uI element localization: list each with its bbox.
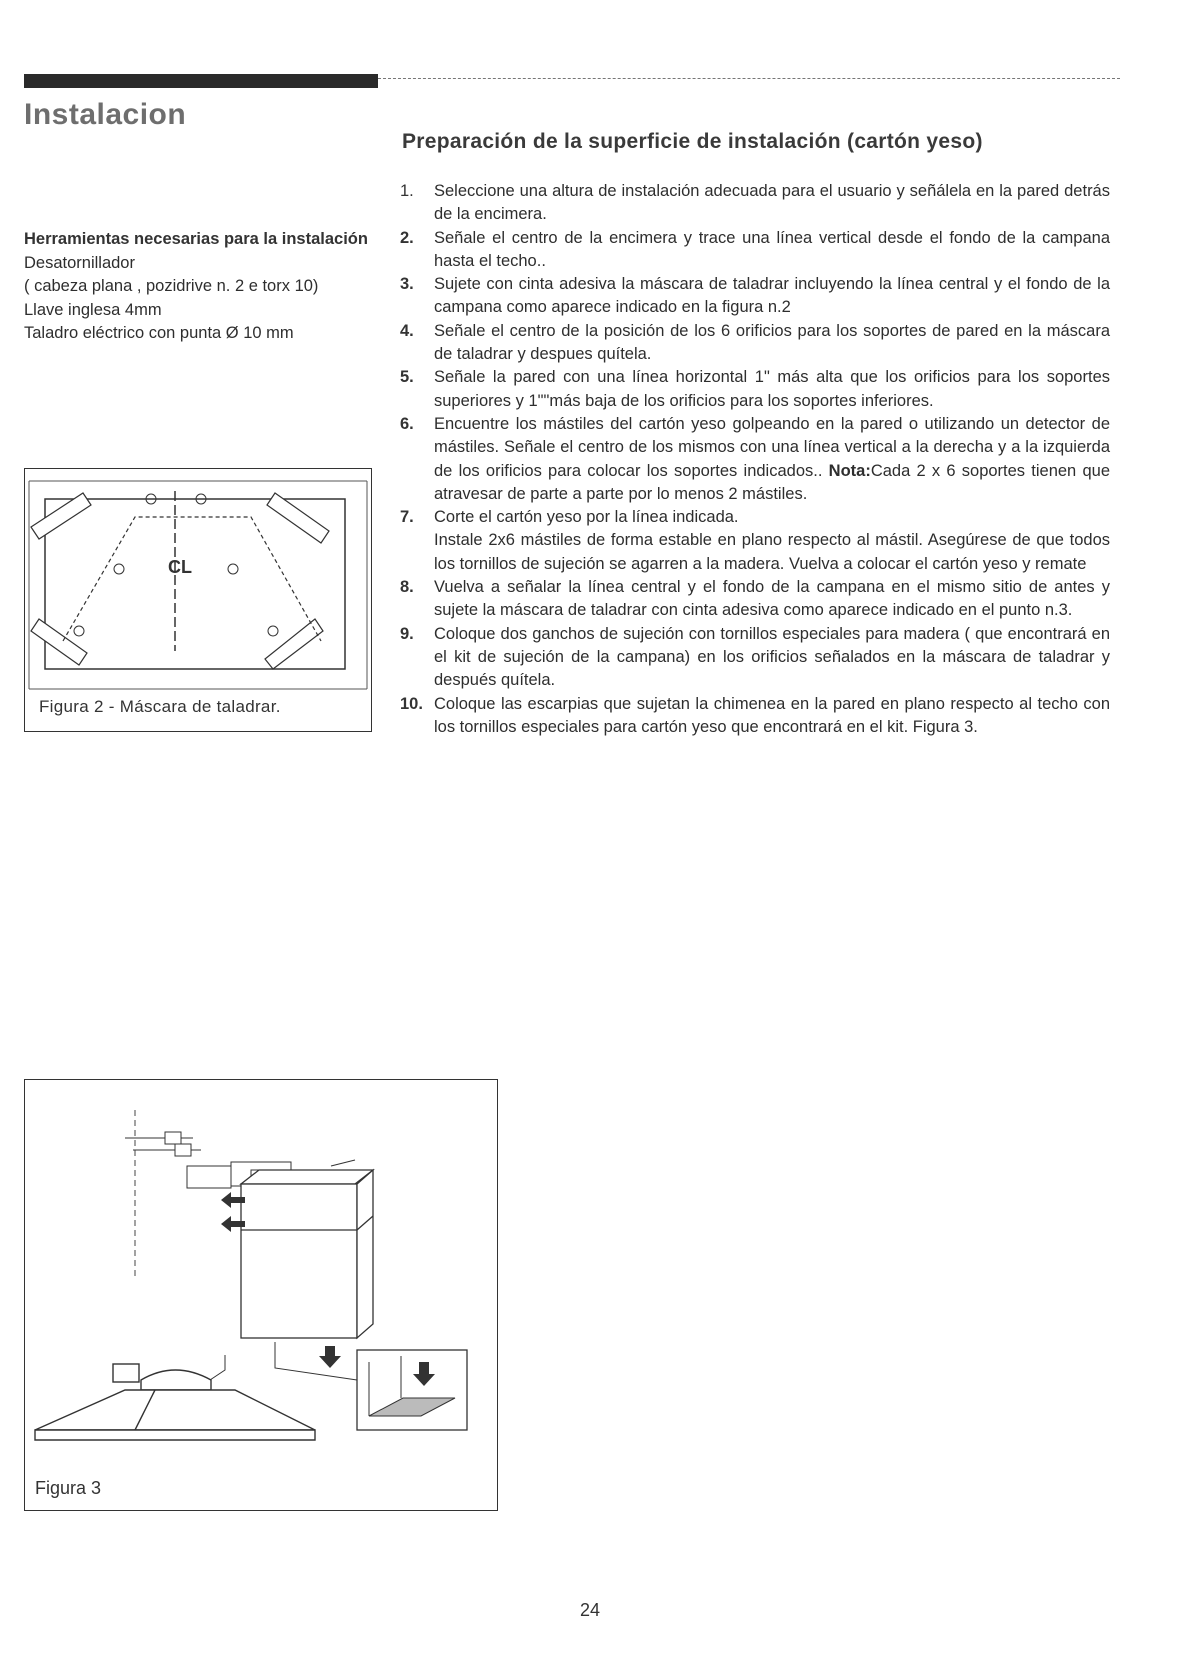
step-item [400,413,1110,506]
step-number: 10. [400,694,423,713]
step-item [400,273,1110,320]
steps-list [400,180,1110,739]
step-text: Señale el centro de la posición de los 6 orificios para los soportes de pared en la máscara de taladrar y despues quítela. [434,321,1110,364]
step-text: Coloque dos ganchos de sujeción con tornillos especiales para madera ( que encontrará en el kit de sujeción de la campana) en los orificios señalados en la máscara de taladrar y después quítela. [434,624,1110,690]
step-text: Sujete con cinta adesiva la máscara de taladrar incluyendo la línea central y el fondo de la campana como aparece indicado en la figura n.2 [434,275,1110,317]
step-item [400,506,1110,576]
step-item [400,227,1110,274]
step-text: Encuentre los mástiles del cartón yeso golpeando en la pared o utilizando un detector de mástiles. Señale el centro de los mismos con una línea vertical a la derecha y a la izquierda de los orificios para colocar los soportes indicados.. [434,414,1110,480]
figure-3-caption: Figura 3 [35,1478,102,1498]
tool-item: ( cabeza plana , pozidrive n. 2 e torx 10) [24,277,319,295]
figure-3 [24,1079,498,1511]
note-text: Cada 2 x 6 soportes tienen que atravesar de parte a parte por lo menos 2 mástiles. [434,461,1110,503]
section-title: Instalacion [24,98,187,131]
tools-block [24,228,374,346]
centerline-label: CL [168,557,192,577]
step-number: 6. [400,414,414,433]
step-item [400,623,1110,693]
header-rule [378,78,1120,79]
step-extra-text: Instale 2x6 mástiles de forma estable en plano respecto al mástil. Asegúrese de que todos los tornillos de sujeción se agarren a la madera. Vuelva a colocar el cartón yeso y remate [434,531,1110,573]
step-number: 2. [400,228,414,247]
tool-item: Llave inglesa 4mm [24,300,162,319]
step-number: 4. [400,321,414,340]
step-text: Vuelva a señalar la línea central y el fondo de la campana en el mismo sitio de antes y sujete la máscara de taladrar con cinta adesiva como aparece indicado en el punto n.3. [434,578,1110,620]
step-text: Señale el centro de la encimera y trace una línea vertical desde el fondo de la campana hasta el techo.. [434,228,1110,270]
header-bar [24,74,378,88]
step-item [400,180,1110,227]
step-text: Seleccione una altura de instalación adecuada para el usuario y señálela en la pared detrás de la encimera. [434,182,1110,224]
step-text: Corte el cartón yeso por la línea indicada. [434,508,739,527]
tool-item: Taladro eléctrico con punta Ø 10 mm [24,324,294,342]
step-item [400,576,1110,623]
page-heading: Preparación de la superficie de instalación (cartón yeso) [402,130,983,153]
drilling-mask-diagram [25,469,371,731]
step-number: 3. [400,275,414,294]
page-number: 24 [579,1600,601,1620]
step-text: Señale la pared con una línea horizontal 1" más alta que los orificios para los soportes superiores y 1""más baja de los orificios para los soportes inferiores. [434,368,1110,410]
step-item [400,693,1110,740]
step-number: 7. [400,508,414,527]
figure-2-caption: Figura 2 - Máscara de taladrar. [39,697,281,716]
step-number: 1. [400,182,414,200]
figure-2 [24,468,372,732]
step-number: 8. [400,578,414,597]
step-text: Coloque las escarpias que sujetan la chimenea en la pared en plano respecto al techo con los tornillos especiales para cartón yeso que encontrará en el kit. Figura 3. [434,694,1110,736]
step-item [400,320,1110,367]
step-item [400,366,1110,413]
tools-title: Herramientas necesarias para la instalación [24,230,368,248]
step-number: 5. [400,368,414,387]
step-number: 9. [400,624,414,643]
tool-item: Desatornillador [24,253,135,272]
installation-diagram [25,1080,497,1510]
note-label: Nota: [828,461,871,480]
